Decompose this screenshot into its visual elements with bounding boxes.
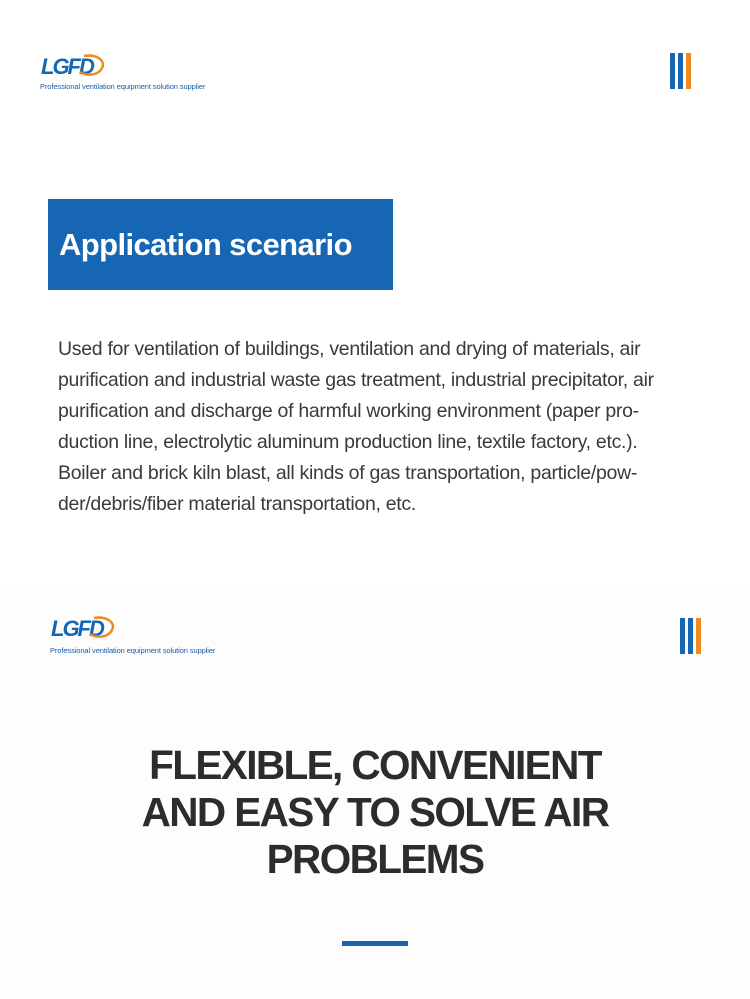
description-line: Boiler and brick kiln blast, all kinds of gas transportation, particle/pow- — [58, 462, 638, 484]
brand-logo — [40, 52, 108, 80]
description-line: duction line, electrolytic aluminum production line, textile factory, etc.). — [58, 431, 638, 453]
brand-tagline: Professional ventilation equipment solution supplier — [50, 646, 216, 655]
description-line: purification and industrial waste gas treatment, industrial precipitator, air — [58, 369, 654, 391]
slogan-line: PROBLEMS — [266, 836, 484, 882]
slogan-title — [75, 742, 675, 883]
slogan-section — [0, 590, 750, 999]
application-description — [58, 334, 698, 520]
svg-text:LGFD: LGFD — [51, 616, 103, 641]
brand-stripes-icon — [680, 618, 706, 654]
slogan-line: AND EASY TO SOLVE AIR — [141, 789, 609, 835]
title-underline — [342, 941, 408, 946]
application-heading-box — [48, 199, 393, 290]
brand-stripes-icon — [670, 53, 696, 89]
description-line: purification and discharge of harmful working environment (paper pro- — [58, 400, 639, 422]
brand-tagline: Professional ventilation equipment solution supplier — [40, 82, 206, 91]
brand-logo — [50, 614, 118, 642]
application-heading: Application scenario — [59, 226, 352, 262]
description-line: Used for ventilation of buildings, ventilation and drying of materials, air — [58, 338, 641, 360]
slogan-line: FLEXIBLE, CONVENIENT — [149, 742, 601, 788]
description-line: der/debris/fiber material transportation, etc. — [58, 493, 416, 515]
svg-text:LGFD: LGFD — [41, 54, 93, 79]
